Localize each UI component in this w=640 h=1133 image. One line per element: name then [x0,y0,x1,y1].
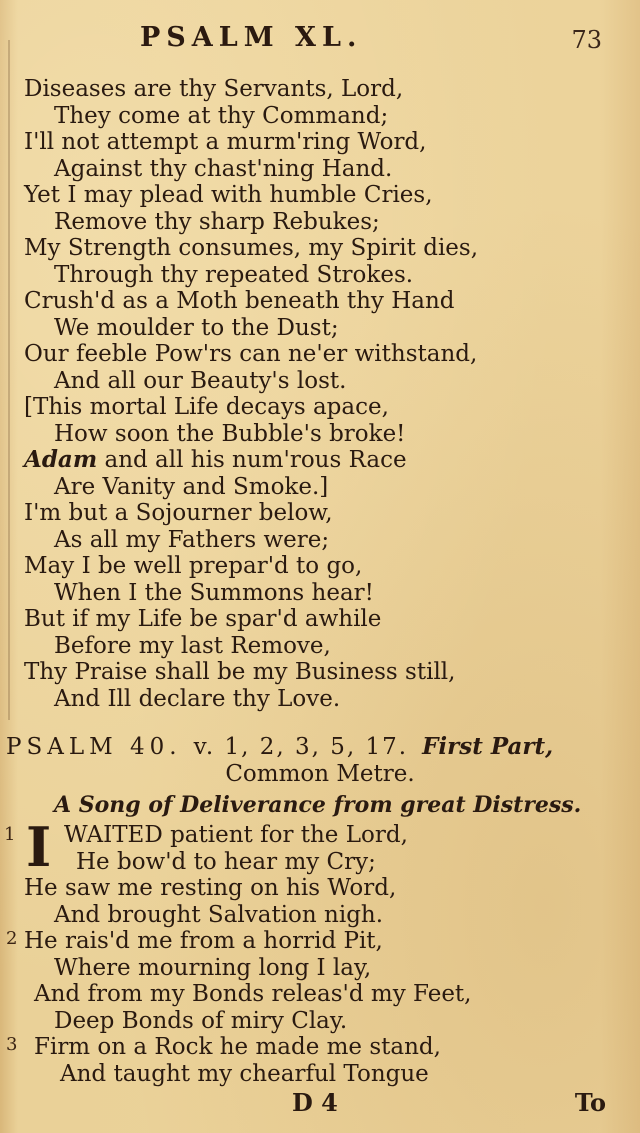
verse-line: I'll not attempt a murm'ring Word, [24,129,427,155]
verse-line: WAITED patient for the Lord, [64,822,408,848]
verse-line: [This mortal Life decays apace, [24,394,389,420]
verse-line: Crush'd as a Moth beneath thy Hand [24,288,455,314]
verse-line: Where mourning long I lay, [54,954,372,981]
verse-line: And from my Bonds releas'd my Feet, [34,981,472,1007]
verse-number-2: 2 [6,928,18,949]
catchword: To [574,1088,606,1117]
verse-line: May I be well prepar'd to go, [24,553,363,579]
verse-line: Yet I may plead with humble Cries, [24,182,433,208]
verse-line [24,447,624,474]
psalm-heading [6,733,626,760]
verse-line: Deep Bonds of miry Clay. [54,1007,348,1034]
verse-block-bottom [24,815,624,1087]
verse-line: My Strength consumes, my Spirit dies, [24,235,479,261]
psalm-subtitle: A Song of Deliverance from great Distress. [54,792,582,818]
signature-mark: D 4 [292,1088,338,1117]
page-number: 73 [571,26,602,54]
part-label: First Part, [422,733,554,760]
verse-line: As all my Fathers were; [54,526,330,553]
verse-line: Remove thy sharp Rebukes; [54,208,380,235]
verse-block-top [24,76,624,712]
verse-line: Are Vanity and Smoke.] [54,473,329,500]
verse-line: Against thy chast'ning Hand. [54,155,393,182]
verse-line: They come at thy Command; [54,102,389,129]
verse-line: He bow'd to hear my Cry; [76,848,376,875]
page-footer [0,1088,640,1118]
verse-number-1: 1 [4,824,16,845]
verse-line: Firm on a Rock he made me stand, [34,1034,441,1060]
verse-line: When I the Summons hear! [54,579,374,606]
verse-line: How soon the Bubble's broke! [54,420,406,447]
drop-cap: I [26,815,52,879]
verse-line: Our feeble Pow'rs can ne'er withstand, [24,341,478,367]
verse-line: He rais'd me from a horrid Pit, [24,928,383,954]
verse-line: Diseases are thy Servants, Lord, [24,76,404,102]
verse-line: We moulder to the Dust; [54,314,339,341]
verse-line-rest: and all his num'rous Race [97,447,407,473]
verse-line: And brought Salvation nigh. [54,901,384,928]
binding-shadow [8,40,10,720]
verse-number-3: 3 [6,1034,18,1055]
verse-line: But if my Life be spar'd awhile [24,606,382,632]
psalm-number: PSALM 40. [6,734,182,760]
italic-name-adam: Adam [24,446,98,473]
verse-line: And taught my chearful Tongue [60,1060,429,1087]
verse-line: I'm but a Sojourner below, [24,500,333,526]
page-header [0,22,640,56]
metre-label: Common Metre. [225,761,415,787]
verse-line: And Ill declare thy Love. [54,685,341,712]
verse-line: Thy Praise shall be my Business still, [24,659,456,685]
verse-references: v. 1, 2, 3, 5, 17. [193,734,409,760]
verse-line: And all our Beauty's lost. [54,367,347,394]
verse-line: Before my last Remove, [54,632,331,659]
verse-line: He saw me resting on his Word, [24,875,397,901]
verse-line: Through thy repeated Strokes. [54,261,414,288]
running-head: PSALM XL. [140,22,363,53]
